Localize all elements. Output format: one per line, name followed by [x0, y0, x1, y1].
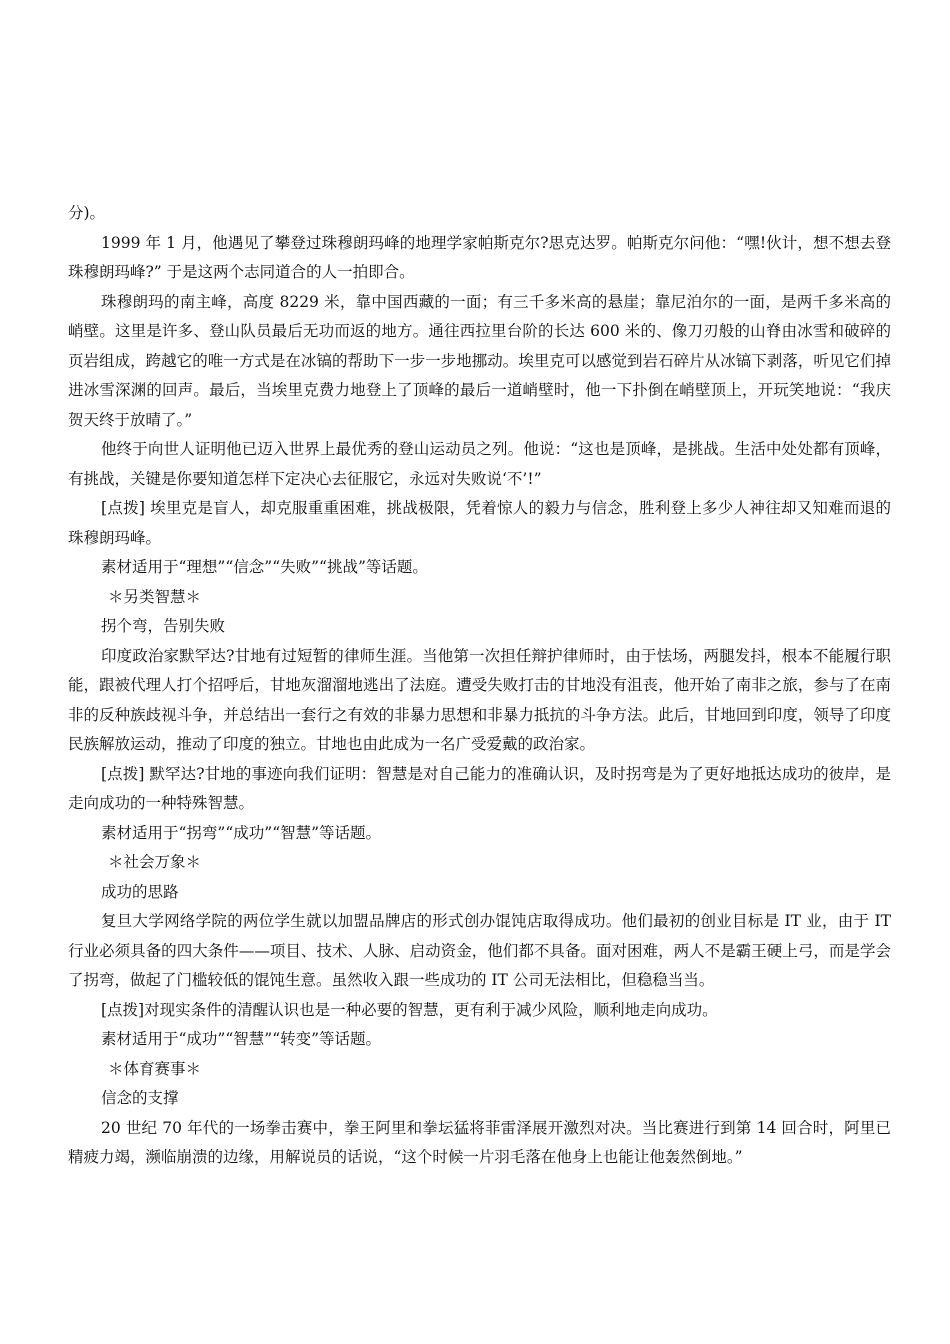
document-page: [68, 199, 891, 1173]
paragraph-fragment: 分)。: [68, 204, 106, 222]
paragraph-gandhi: 印度政治家默罕达?甘地有过短暂的律师生涯。当他第一次担任辩护律师时，由于怯场，两腿发抖，根本不能履行职能，跟被代理人打个招呼后，甘地灰溜溜地逃出了法庭。遭受失败打击的甘地没有沮丧，他开始了南非之旅，参与了在南非的反种族歧视斗争，并总结出一套行之有效的非暴力思想和非暴力抵抗的斗争方法。此后，甘地回到印度，领导了印度民族解放运动，推动了印度的独立。甘地也由此成为一名广受爱戴的政治家。: [68, 646, 891, 753]
paragraph-topics-3: 素材适用于“成功”“智慧”“转变”等话题。: [101, 1030, 382, 1048]
paragraph-proof: 他终于向世人证明他已迈入世界上最优秀的登山运动员之列。他说：“这也是顶峰，是挑战。生活中处处都有顶峰，有挑战，关键是你要知道怎样下定决心去征服它，永远对失败说‘不’!”: [68, 440, 891, 488]
section-heading-society: ＊社会万象＊: [108, 853, 202, 871]
paragraph-topics-1: 素材适用于“理想”“信念”“失败”“挑战”等话题。: [101, 558, 428, 576]
section-heading-wisdom: ＊另类智慧＊: [108, 587, 202, 606]
paragraph-ali: 20 世纪 70 年代的一场拳击赛中，拳王阿里和拳坛猛将菲雷泽展开激烈对决。当比赛进行到第 14 回合时，阿里已精疲力竭，濒临崩溃的边缘，用解说员的话说，“这个时候一片羽毛落在他身上也能让他轰然倒地。”: [68, 1118, 891, 1166]
paragraph-comment-2: [点拨] 默罕达?甘地的事迹向我们证明：智慧是对自己能力的准确认识，及时拐弯是为了更好地抵达成功的彼岸，是走向成功的一种特殊智慧。: [68, 764, 891, 812]
paragraph-topics-2: 素材适用于“拐弯”“成功”“智慧”等话题。: [101, 823, 382, 842]
paragraph-fudan: 复旦大学网络学院的两位学生就以加盟品牌店的形式创办馄饨店取得成功。他们最初的创业目标是 IT 业，由于 IT 行业必须具备的四大条件——项目、技术、人脉、启动资金，他们都不具备。面对困难，两人不是霸王硬上弓，而是学会了拐弯，做起了门槛较低的馄饨生意。虽然收入跟一些成功的 IT 公司无法相比，但稳稳当当。: [68, 912, 891, 989]
paragraph-comment-3: [点拨]对现实条件的清醒认识也是一种必要的智慧，更有利于减少风险，顺利地走向成功。: [101, 1000, 718, 1019]
story-title-belief: 信念的支撑: [101, 1089, 179, 1107]
paragraph-meeting: 1999 年 1 月，他遇见了攀登过珠穆朗玛峰的地理学家帕斯克尔?思克达罗。帕斯克尔问他：“嘿!伙计，想不想去登珠穆朗玛峰?” 于是这两个志同道合的人一拍即合。: [68, 233, 891, 281]
story-title-turn: 拐个弯，告别失败: [101, 617, 226, 635]
story-title-success: 成功的思路: [101, 882, 179, 901]
paragraph-comment-1: [点拨] 埃里克是盲人，却克服重重困难，挑战极限，凭着惊人的毅力与信念，胜利登上多少人神往却又知难而退的珠穆朗玛峰。: [68, 499, 891, 547]
section-heading-sports: ＊体育赛事＊: [108, 1059, 202, 1078]
paragraph-everest-climb: 珠穆朗玛的南主峰，高度 8229 米，靠中国西藏的一面；有三千多米高的悬崖；靠尼泊尔的一面，是两千多米高的峭壁。这里是许多、登山队员最后无功而返的地方。通往西拉里台阶的长达 600 米的、像刀刃般的山脊由冰雪和破碎的页岩组成，跨越它的唯一方式是在冰镐的帮助下一步一步地挪动。埃里克可以感觉到岩石碎片从冰镐下剥落，听见它们掉进冰雪深渊的回声。最后，当埃里克费力地登上了顶峰的最后一道峭壁时，他一下扑倒在峭壁顶上，开玩笑地说：“我庆贺天终于放晴了。”: [68, 292, 891, 429]
